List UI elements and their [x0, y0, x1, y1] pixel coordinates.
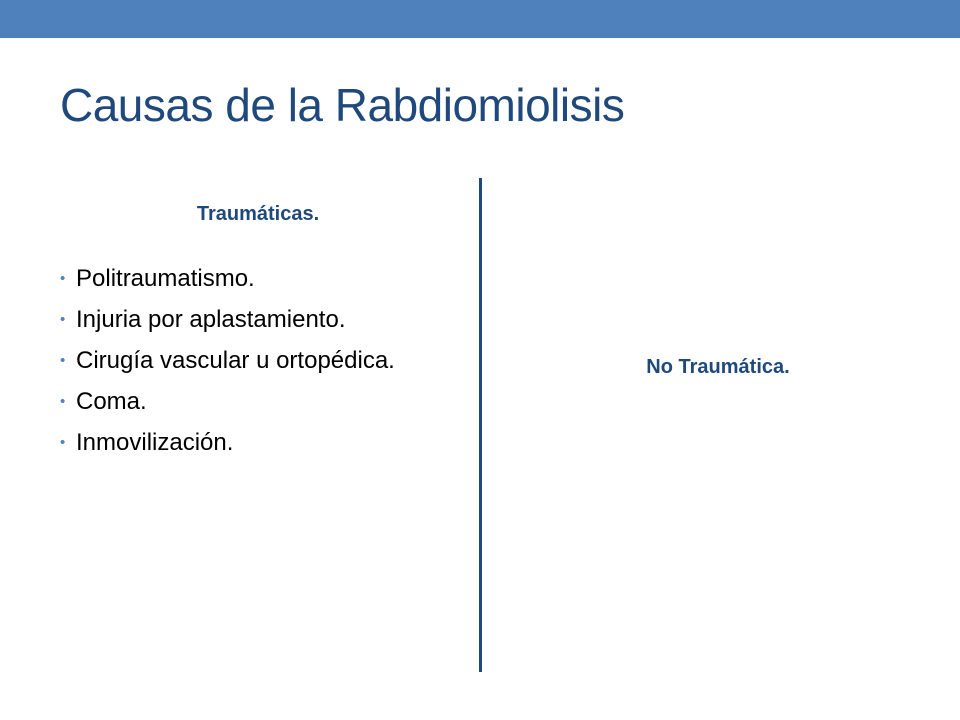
- list-item: [60, 305, 460, 335]
- bullet-icon: •: [60, 434, 66, 451]
- bullet-icon: •: [60, 311, 66, 328]
- bullet-icon: •: [60, 393, 66, 410]
- bullet-text: Cirugía vascular u ortopédica.: [76, 347, 395, 374]
- left-column-heading: Traumáticas.: [196, 203, 320, 225]
- list-item: [60, 387, 460, 417]
- bullet-text: Coma.: [76, 388, 147, 415]
- bullet-text: Inmovilización.: [76, 429, 234, 456]
- list-item: [60, 346, 460, 376]
- bullet-icon: •: [60, 352, 66, 369]
- slide-title: Causas de la Rabdiomiolisis: [60, 79, 625, 131]
- top-accent-bar: [0, 0, 960, 38]
- list-item: [60, 264, 460, 294]
- right-column-heading: No Traumática.: [646, 356, 790, 378]
- list-item: [60, 428, 460, 458]
- bullet-text: Politraumatismo.: [76, 265, 255, 292]
- bullet-text: Injuria por aplastamiento.: [76, 306, 346, 333]
- column-divider: [479, 178, 482, 672]
- left-column-bullet-list: [60, 264, 460, 469]
- bullet-icon: •: [60, 270, 66, 287]
